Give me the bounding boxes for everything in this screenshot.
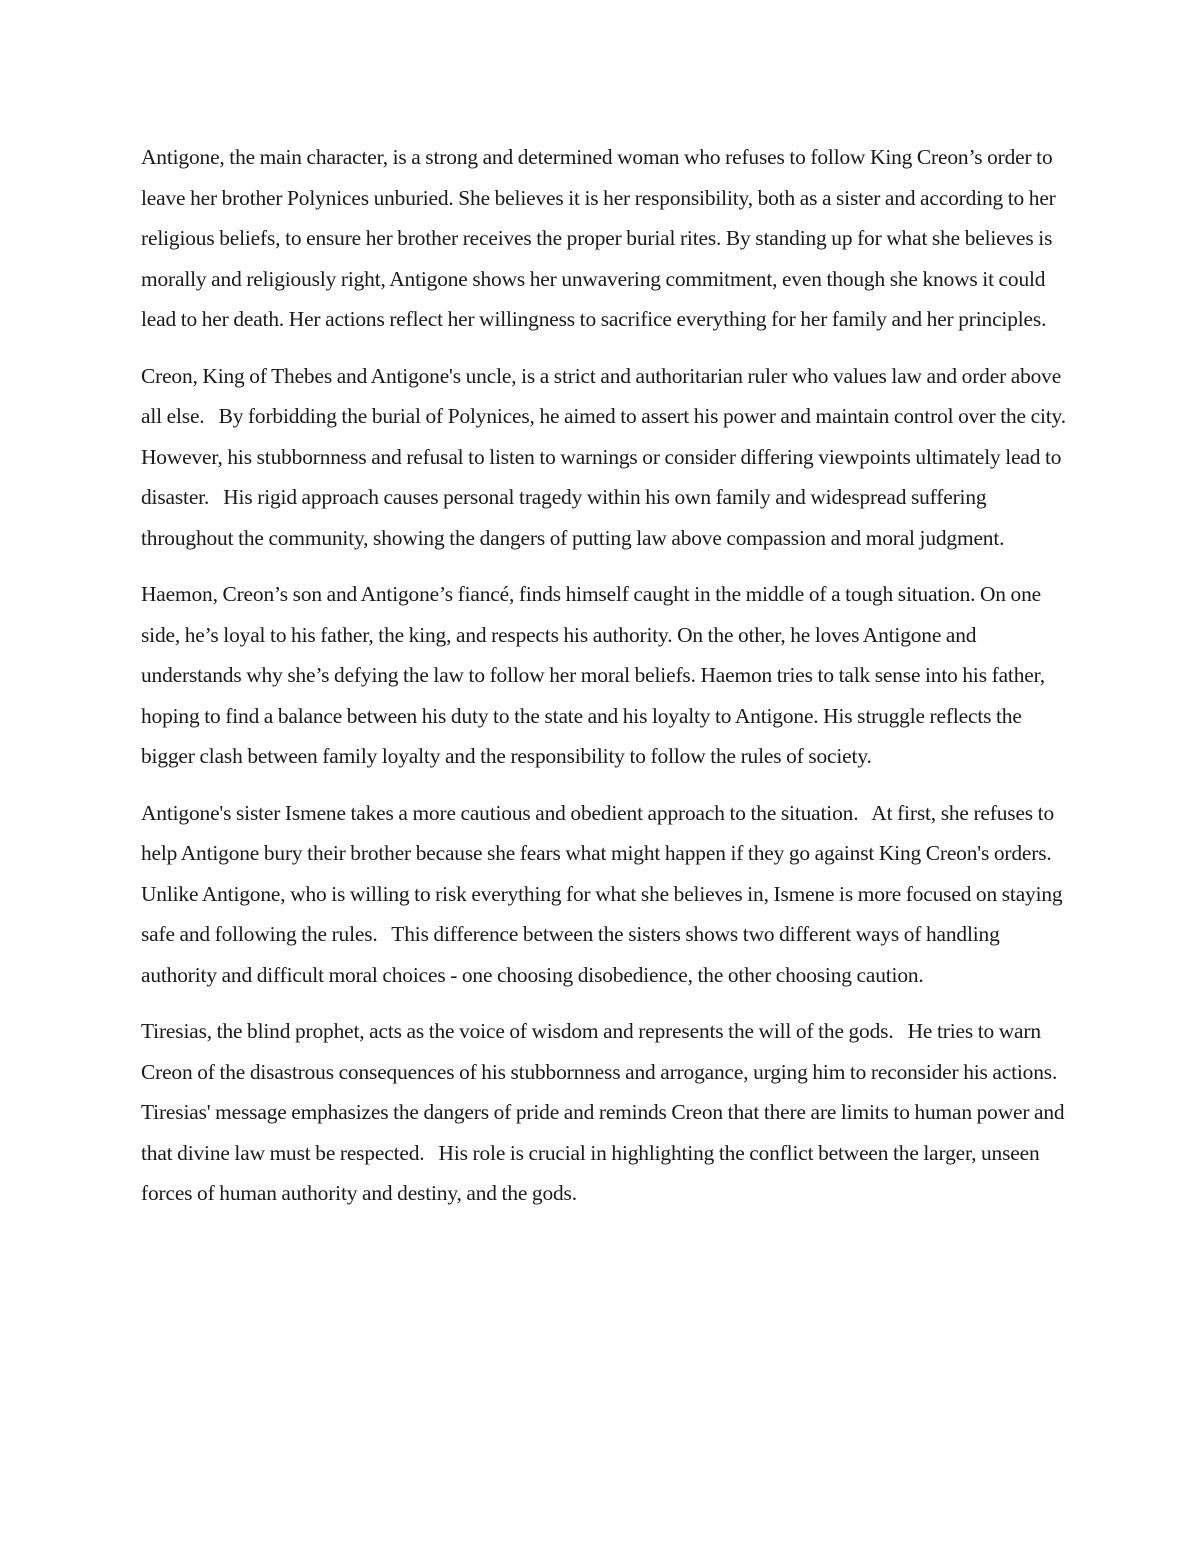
document-body [141, 137, 1080, 1230]
paragraph-creon: Creon, King of Thebes and Antigone's uncle, is a strict and authoritarian ruler who values law and order above all else. By forbidding the burial of Polynices, he aimed to assert his power and maintain control over the city. However, his stubbornness and refusal to listen to warnings or consider differing viewpoints ultimately lead to disaster. His rigid approach causes personal tragedy within his own family and widespread suffering throughout the community, showing the dangers of putting law above compassion and moral judgment. [141, 363, 1080, 550]
paragraph-tiresias: Tiresias, the blind prophet, acts as the voice of wisdom and represents the will of the gods. He tries to warn Creon of the disastrous consequences of his stubbornness and arrogance, urging him to reconsider his actions. Tiresias' message emphasizes the dangers of pride and reminds Creon that there are limits to human power and that divine law must be respected. His role is crucial in highlighting the conflict between the larger, unseen forces of human authority and destiny, and the gods. [141, 1019, 1071, 1205]
paragraph-ismene: Antigone's sister Ismene takes a more cautious and obedient approach to the situation. At first, she refuses to help Antigone bury their brother because she fears what might happen if they go against King Creon's orders. Unlike Antigone, who is willing to risk everything for what she believes in, Ismene is more focused on staying safe and following the rules. This difference between the sisters shows two different ways of handling authority and difficult moral choices - one choosing disobedience, the other choosing caution. [141, 800, 1068, 987]
paragraph-haemon: Haemon, Creon’s son and Antigone’s fiancé, finds himself caught in the middle of a tough situation. On one side, he’s loyal to his father, the king, and respects his authority. On the other, he loves Antigone and understands why she’s defying the law to follow her moral beliefs. Haemon tries to talk sense into his father, hoping to find a balance between his duty to the state and his loyalty to Antigone. His struggle reflects the bigger clash between family loyalty and the responsibility to follow the rules of society. [141, 582, 1050, 768]
paragraph-antigone: Antigone, the main character, is a strong and determined woman who refuses to follow King Creon’s order to leave her brother Polynices unburied. She believes it is her responsibility, both as a sister and according to her religious beliefs, to ensure her brother receives the proper burial rites. By standing up for what she believes is morally and religiously right, Antigone shows her unwavering commitment, even though she knows it could lead to her death. Her actions reflect her willingness to sacrifice everything for her family and her principles. [141, 145, 1061, 331]
